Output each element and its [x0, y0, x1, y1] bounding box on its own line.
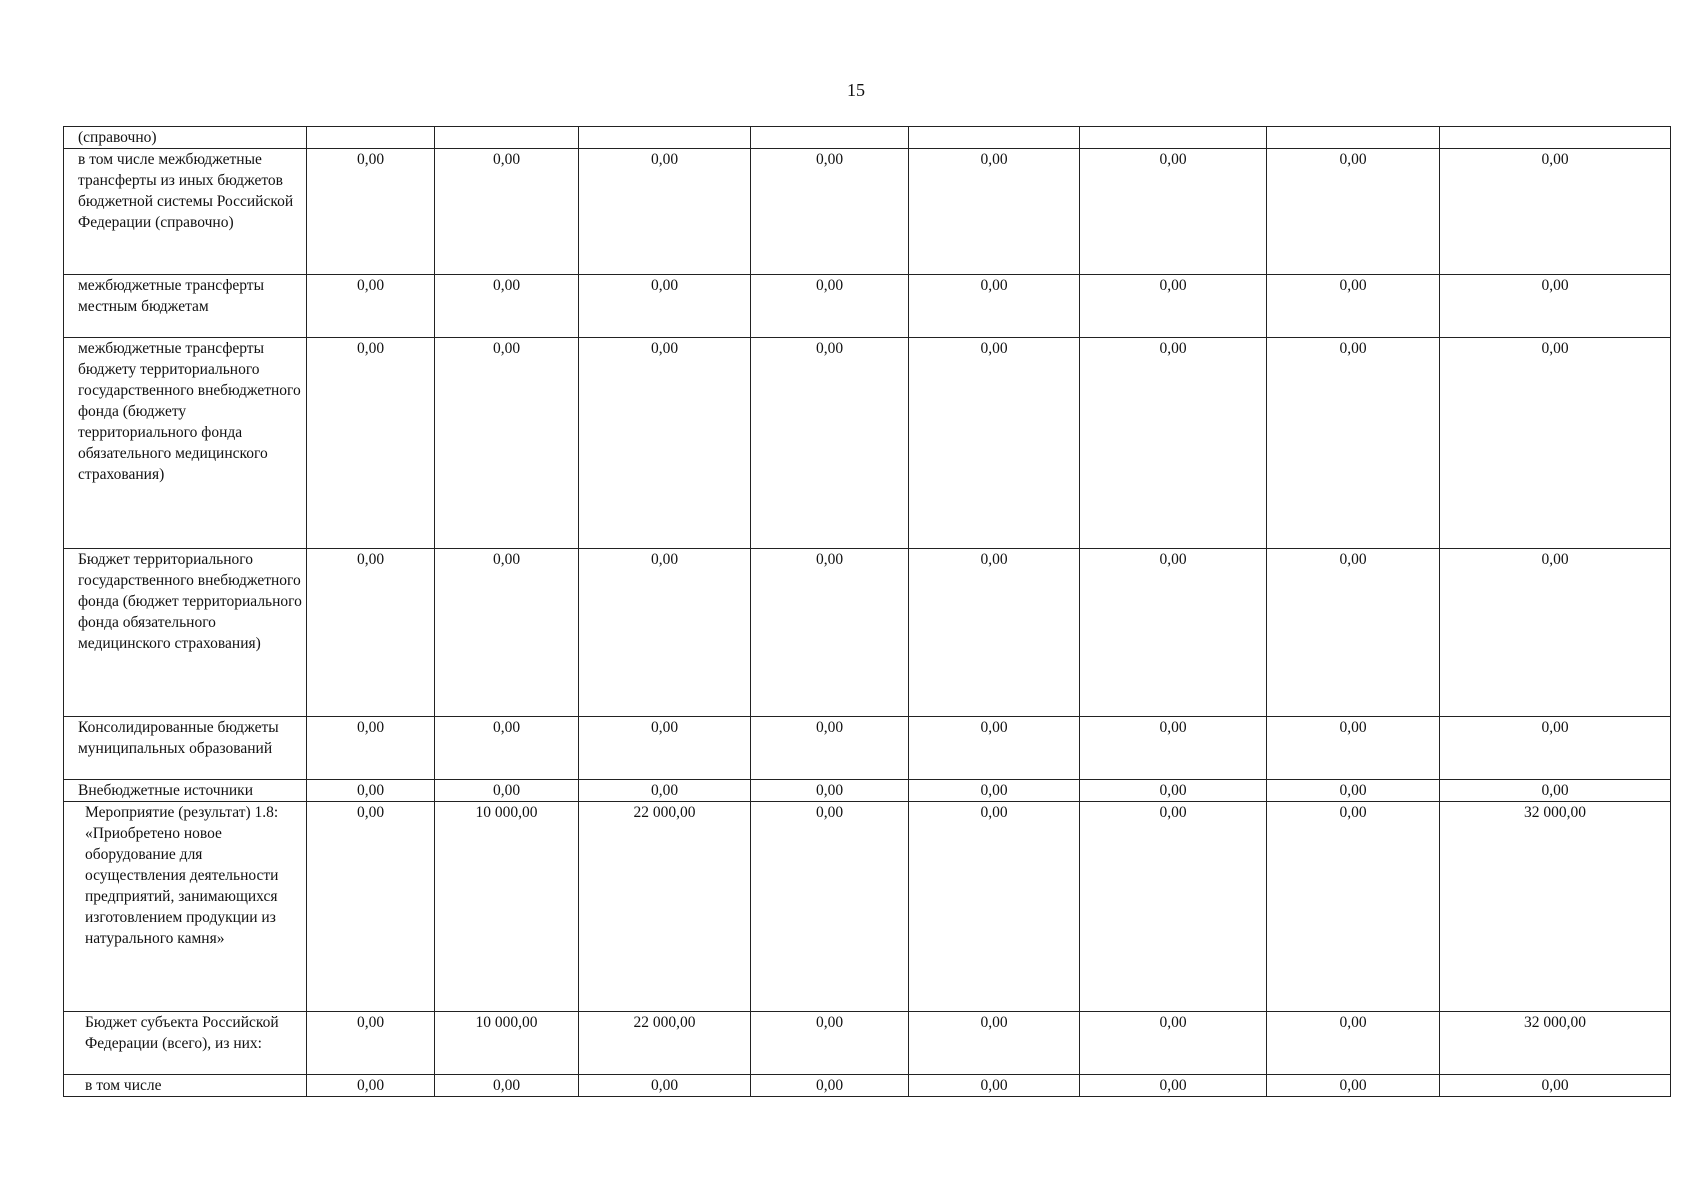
- value-cell: 0,00: [307, 780, 435, 802]
- row-label: межбюджетные трансферты бюджету территориального государственного внебюджетного фонда (бюджету территориального фонда обязательного медицинского страхования): [64, 338, 307, 549]
- value-cell: 0,00: [909, 275, 1080, 338]
- value-cell: 0,00: [307, 802, 435, 1012]
- value-cell: 0,00: [1440, 717, 1671, 780]
- value-cell: 0,00: [579, 717, 751, 780]
- value-cell: 0,00: [1267, 717, 1440, 780]
- value-cell: 0,00: [909, 338, 1080, 549]
- value-cell: 0,00: [909, 149, 1080, 275]
- value-cell: 0,00: [1080, 338, 1267, 549]
- table-row: [64, 802, 1671, 1012]
- value-cell: 0,00: [307, 1075, 435, 1097]
- value-cell: 0,00: [435, 338, 579, 549]
- value-cell: 0,00: [579, 275, 751, 338]
- row-label: (справочно): [64, 127, 307, 149]
- value-cell: 0,00: [909, 1012, 1080, 1075]
- budget-table: [63, 126, 1671, 1097]
- page-number: 15: [847, 80, 865, 100]
- value-cell: 0,00: [1440, 149, 1671, 275]
- value-cell: 0,00: [1267, 802, 1440, 1012]
- value-cell: 32 000,00: [1440, 1012, 1671, 1075]
- value-cell: 0,00: [1080, 149, 1267, 275]
- value-cell: 0,00: [751, 717, 909, 780]
- table-row: [64, 127, 1671, 149]
- row-label: Консолидированные бюджеты муниципальных образований: [64, 717, 307, 780]
- value-cell: 0,00: [579, 338, 751, 549]
- value-cell: 0,00: [1440, 1075, 1671, 1097]
- value-cell: 0,00: [435, 717, 579, 780]
- value-cell: 0,00: [1267, 338, 1440, 549]
- value-cell: 0,00: [1080, 780, 1267, 802]
- value-cell: [909, 127, 1080, 149]
- value-cell: 0,00: [435, 1075, 579, 1097]
- row-label: в том числе межбюджетные трансферты из иных бюджетов бюджетной системы Российской Федерации (справочно): [64, 149, 307, 275]
- value-cell: 0,00: [435, 275, 579, 338]
- value-cell: 0,00: [1080, 717, 1267, 780]
- value-cell: 0,00: [1080, 1012, 1267, 1075]
- value-cell: 0,00: [1440, 549, 1671, 717]
- value-cell: 0,00: [1080, 549, 1267, 717]
- value-cell: 0,00: [751, 149, 909, 275]
- value-cell: 0,00: [307, 717, 435, 780]
- value-cell: 0,00: [435, 549, 579, 717]
- value-cell: [435, 127, 579, 149]
- value-cell: 0,00: [751, 1075, 909, 1097]
- value-cell: 0,00: [1267, 149, 1440, 275]
- value-cell: 0,00: [307, 149, 435, 275]
- value-cell: 0,00: [909, 780, 1080, 802]
- value-cell: 0,00: [1080, 802, 1267, 1012]
- row-label: Мероприятие (результат) 1.8: «Приобретено новое оборудование для осуществления деятельности предприятий, занимающихся изготовлением продукции из натурального камня»: [64, 802, 307, 1012]
- value-cell: 0,00: [1440, 275, 1671, 338]
- table-row: [64, 717, 1671, 780]
- row-label: Внебюджетные источники: [64, 780, 307, 802]
- table-row: [64, 549, 1671, 717]
- value-cell: 0,00: [307, 549, 435, 717]
- value-cell: 10 000,00: [435, 802, 579, 1012]
- table-row: [64, 275, 1671, 338]
- value-cell: 22 000,00: [579, 1012, 751, 1075]
- value-cell: 0,00: [1440, 338, 1671, 549]
- value-cell: 0,00: [1267, 275, 1440, 338]
- value-cell: 0,00: [909, 549, 1080, 717]
- value-cell: 10 000,00: [435, 1012, 579, 1075]
- value-cell: 0,00: [1267, 780, 1440, 802]
- value-cell: 0,00: [579, 549, 751, 717]
- table-row: [64, 149, 1671, 275]
- value-cell: 0,00: [307, 275, 435, 338]
- table-row: [64, 338, 1671, 549]
- value-cell: 0,00: [751, 1012, 909, 1075]
- value-cell: [579, 127, 751, 149]
- value-cell: [1080, 127, 1267, 149]
- value-cell: 0,00: [751, 780, 909, 802]
- value-cell: 0,00: [307, 1012, 435, 1075]
- table-row: [64, 1012, 1671, 1075]
- row-label: межбюджетные трансферты местным бюджетам: [64, 275, 307, 338]
- row-label: в том числе: [64, 1075, 307, 1097]
- value-cell: 0,00: [1080, 1075, 1267, 1097]
- value-cell: 0,00: [579, 780, 751, 802]
- value-cell: 22 000,00: [579, 802, 751, 1012]
- value-cell: 0,00: [751, 802, 909, 1012]
- value-cell: [1440, 127, 1671, 149]
- value-cell: [751, 127, 909, 149]
- value-cell: 0,00: [1440, 780, 1671, 802]
- value-cell: [1267, 127, 1440, 149]
- value-cell: 0,00: [579, 1075, 751, 1097]
- value-cell: 0,00: [1267, 1012, 1440, 1075]
- value-cell: [307, 127, 435, 149]
- value-cell: 32 000,00: [1440, 802, 1671, 1012]
- table-row: [64, 780, 1671, 802]
- value-cell: 0,00: [435, 780, 579, 802]
- value-cell: 0,00: [307, 338, 435, 549]
- value-cell: 0,00: [751, 275, 909, 338]
- row-label: Бюджет территориального государственного внебюджетного фонда (бюджет территориального фонда обязательного медицинского страхования): [64, 549, 307, 717]
- table-row: [64, 1075, 1671, 1097]
- value-cell: 0,00: [909, 1075, 1080, 1097]
- value-cell: 0,00: [751, 549, 909, 717]
- value-cell: 0,00: [579, 149, 751, 275]
- value-cell: 0,00: [435, 149, 579, 275]
- value-cell: 0,00: [1267, 1075, 1440, 1097]
- value-cell: 0,00: [909, 717, 1080, 780]
- row-label: Бюджет субъекта Российской Федерации (всего), из них:: [64, 1012, 307, 1075]
- value-cell: 0,00: [1267, 549, 1440, 717]
- value-cell: 0,00: [909, 802, 1080, 1012]
- value-cell: 0,00: [1080, 275, 1267, 338]
- value-cell: 0,00: [751, 338, 909, 549]
